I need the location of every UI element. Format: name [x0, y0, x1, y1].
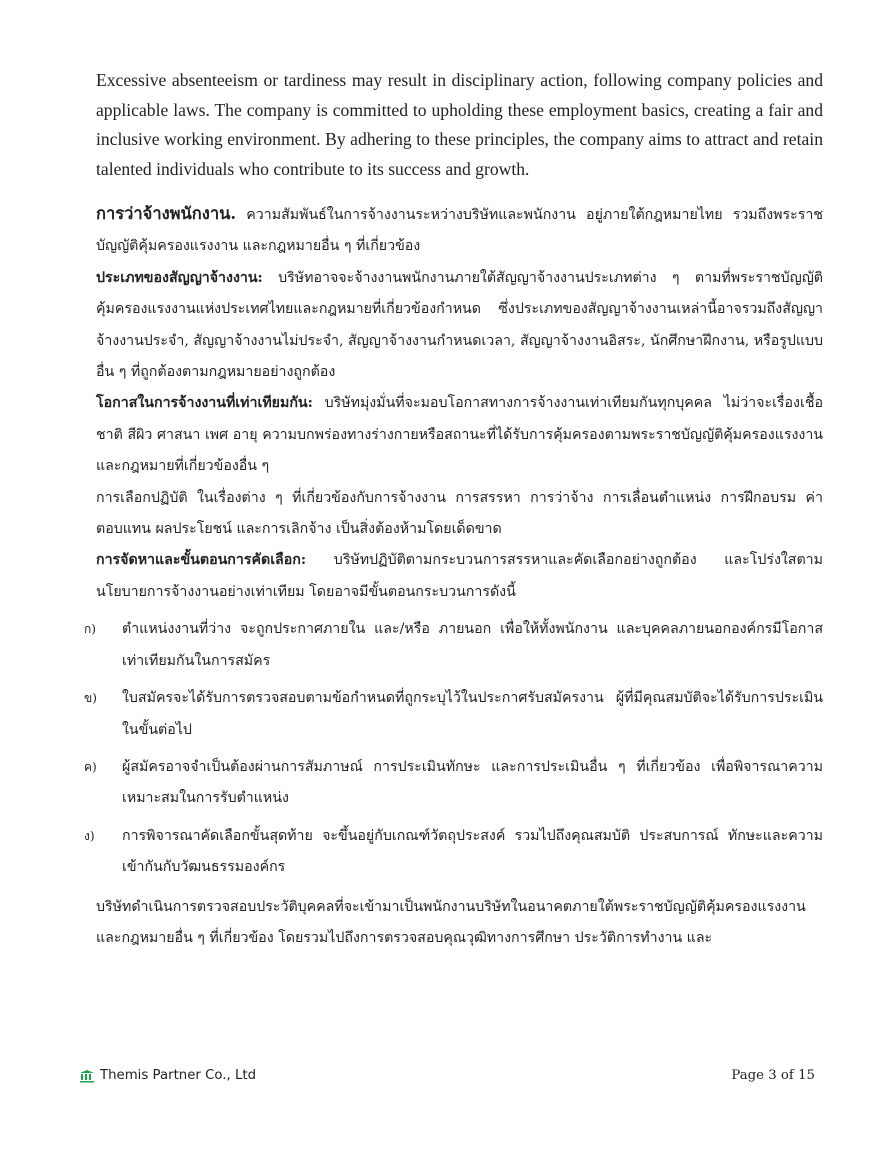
recruitment-step — [84, 752, 823, 815]
recruitment-text: บริษัทปฏิบัติตามกระบวนการสรรหาและคัดเลือกอย่างถูกต้อง และโปร่งใสตามนโยบายการจ้างงานอย่างเท่าเทียม โดยอาจมีขั้นตอนกระบวนการดังนี้ — [96, 552, 823, 600]
equal-opportunity-text: บริษัทมุ่งมั่นที่จะมอบโอกาสทางการจ้างงานเท่าเทียมกันทุกบุคคล ไม่ว่าจะเรื่องเชื้อชาติ สีผิว ศาสนา เพศ อายุ ความบกพร่องทางร่างกายหรือสถานะที่ได้รับการคุ้มครองตามพระราชบัญญัติคุ้มครองแรงงานและกฎหมายที่เกี่ยวข้องอื่น ๆ — [96, 395, 823, 475]
company-logo — [78, 1068, 256, 1083]
hiring-title: การว่าจ้างพนักงาน. — [96, 204, 237, 223]
step-text: ตำแหน่งงานที่ว่าง จะถูกประกาศภายใน และ/หรือ ภายนอก เพื่อให้ทั้งพนักงาน และบุคคลภายนอกองค์กรมีโอกาสเท่าเทียมกันในการสมัคร — [122, 621, 823, 669]
equal-opportunity-title: โอกาสในการจ้างงานที่เท่าเทียมกัน: — [96, 395, 313, 412]
page-footer — [78, 1066, 815, 1090]
recruitment-title: การจัดหาและขั้นตอนการคัดเลือก: — [96, 552, 307, 569]
background-check-paragraph: บริษัทดำเนินการตรวจสอบประวัติบุคคลที่จะเข้ามาเป็นพนักงานบริษัทในอนาคตภายใต้พระราชบัญญัติคุ้มครองแรงงาน และกฎหมายอื่น ๆ ที่เกี่ยวข้อง โดยรวมไปถึงการตรวจสอบคุณวุฒิทางการศึกษา ประวัติการทำงาน และ — [96, 898, 806, 946]
recruitment-step — [84, 821, 823, 884]
equal-opportunity-paragraph — [96, 388, 823, 482]
recruitment-steps-list — [84, 614, 823, 883]
step-number: ก) — [84, 622, 96, 637]
themis-partner-logo-icon — [78, 1069, 96, 1083]
step-text: ใบสมัครจะได้รับการตรวจสอบตามข้อกำหนดที่ถูกระบุไว้ในประกาศรับสมัครงาน ผู้ที่มีคุณสมบัติจะได้รับการประเมินในขั้นต่อไป — [122, 690, 823, 738]
contract-text: บริษัทอาจจะจ้างงานพนักงานภายใต้สัญญาจ้างงานประเภทต่าง ๆ ตามที่พระราชบัญญัติคุ้มครองแรงงานแห่งประเทศไทยและกฎหมายที่เกี่ยวข้องกำหนด ซึ่งประเภทของสัญญาจ้างงานเหล่านี้อาจรวมถึงสัญญาจ้างงานประจำ, สัญญาจ้างงานไม่ประจำ, สัญญาจ้างงานกำหนดเวลา, สัญญาจ้างงานอิสระ, นักศึกษาฝึกงาน, หรือรูปแบบอื่น ๆ ที่ถูกต้องตามกฎหมายอย่างถูกต้อง — [96, 269, 823, 381]
hiring-paragraph — [96, 198, 823, 263]
discrimination-paragraph: การเลือกปฏิบัติ ในเรื่องต่าง ๆ ที่เกี่ยวข้องกับการจ้างงาน การสรรหา การว่าจ้าง การเลื่อนตำแหน่ง การฝึกอบรม ค่าตอบแทน ผลประโยชน์ และการเลิกจ้าง เป็นสิ่งต้องห้ามโดยเด็ดขาด — [96, 489, 823, 538]
page-number: Page 3 of 15 — [731, 1068, 815, 1083]
step-number: ข) — [84, 691, 97, 706]
step-number: ค) — [84, 759, 97, 774]
recruitment-step — [84, 683, 823, 746]
step-text: การพิจารณาคัดเลือกขั้นสุดท้าย จะขึ้นอยู่กับเกณฑ์วัตถุประสงค์ รวมไปถึงคุณสมบัติ ประสบการณ์ ทักษะและความเข้ากันกับวัฒนธรรมองค์กร — [122, 827, 823, 876]
recruitment-paragraph — [96, 545, 823, 608]
step-number: ง) — [84, 828, 95, 843]
hiring-text: ความสัมพันธ์ในการจ้างงานระหว่างบริษัทและพนักงาน อยู่ภายใต้กฎหมายไทย รวมถึงพระราชบัญญัติคุ้มครองแรงงาน และกฎหมายอื่น ๆ ที่เกี่ยวข้อง — [96, 207, 823, 255]
document-page — [84, 66, 823, 954]
intro-paragraph: Excessive absenteeism or tardiness may result in disciplinary action, following company policies and applicable laws. The company is committed to upholding these employment basics, creating a fair and inclusive working environment. By adhering to these principles, the company aims to attract and retain talented individuals who contribute to its success and growth. — [96, 70, 823, 179]
step-text: ผู้สมัครอาจจำเป็นต้องผ่านการสัมภาษณ์ การประเมินทักษะ และการประเมินอื่น ๆ ที่เกี่ยวข้อง เพื่อพิจารณาความเหมาะสมในการรับตำแหน่ง — [122, 758, 823, 807]
company-name: Themis Partner Co., Ltd — [100, 1068, 257, 1083]
contract-paragraph — [96, 263, 823, 389]
recruitment-step — [84, 614, 823, 677]
contract-title: ประเภทของสัญญาจ้างงาน: — [96, 269, 263, 286]
